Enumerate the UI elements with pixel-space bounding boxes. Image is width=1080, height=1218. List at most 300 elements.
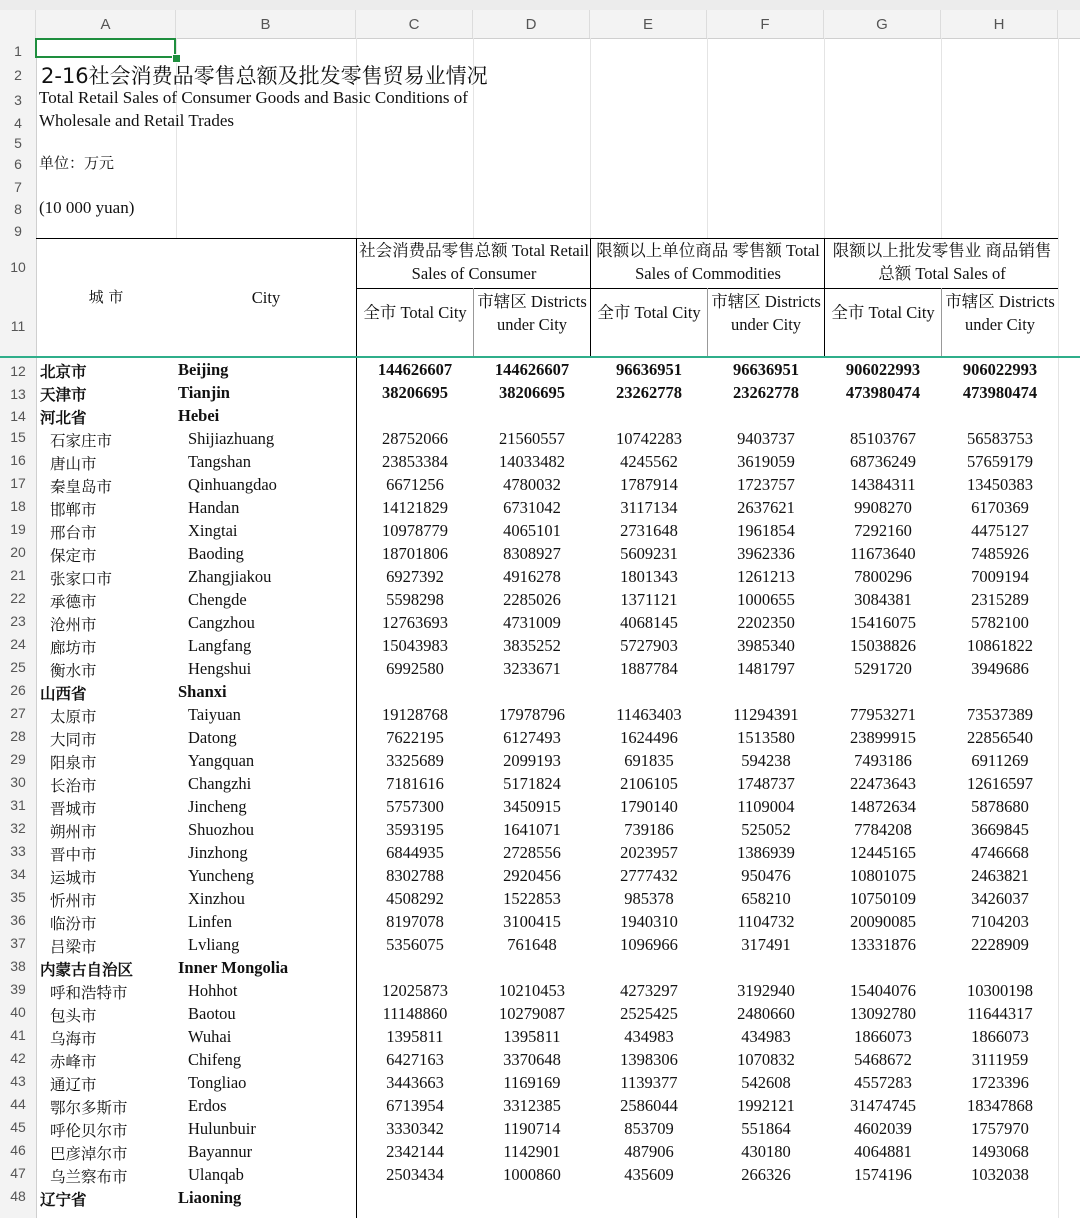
city-name-cn: 朔州市 (50, 823, 97, 841)
select-all-corner[interactable] (0, 10, 36, 38)
value-cell: 21560557 (499, 429, 565, 448)
selected-cell-a1[interactable] (35, 38, 176, 58)
value-cell: 23262778 (733, 383, 799, 402)
row-number[interactable]: 34 (10, 866, 26, 882)
row-number[interactable]: 12 (10, 363, 26, 379)
table-row (36, 705, 1058, 728)
city-name-cn: 廊坊市 (50, 639, 97, 657)
value-cell: 1723757 (737, 475, 795, 494)
value-cell: 1032038 (971, 1165, 1029, 1184)
row-number[interactable]: 1 (14, 43, 22, 59)
column-header-f[interactable]: F (707, 10, 824, 38)
value-cell: 3117134 (620, 498, 678, 517)
city-name-en: Wuhai (188, 1027, 232, 1046)
table-row (36, 820, 1058, 843)
value-cell: 1386939 (737, 843, 795, 862)
table-row (36, 360, 1058, 383)
table-row (36, 981, 1058, 1004)
value-cell: 2228909 (971, 935, 1029, 954)
city-name-en: Ulanqab (188, 1165, 244, 1184)
table-row (36, 383, 1058, 406)
value-cell: 1169169 (503, 1073, 561, 1092)
value-cell: 5468672 (854, 1050, 912, 1069)
row-number[interactable]: 30 (10, 774, 26, 790)
row-number[interactable]: 26 (10, 682, 26, 698)
value-cell: 3111959 (971, 1050, 1029, 1069)
header-city-en: City (251, 288, 281, 307)
column-header-bar (0, 10, 1080, 39)
table-row (36, 935, 1058, 958)
row-number[interactable]: 32 (10, 820, 26, 836)
value-cell: 3233671 (503, 659, 561, 678)
row-number[interactable]: 10 (10, 259, 26, 275)
table-title-cn: 2-16社会消费品零售总额及批发零售贸易业情况 (41, 64, 488, 88)
row-number[interactable]: 33 (10, 843, 26, 859)
row-number[interactable]: 16 (10, 452, 26, 468)
value-cell: 1790140 (620, 797, 678, 816)
column-header-d[interactable]: D (473, 10, 590, 38)
city-name-cn: 太原市 (50, 708, 97, 726)
table-row (36, 406, 1058, 429)
city-name-cn: 沧州市 (50, 616, 97, 634)
value-cell: 3949686 (971, 659, 1029, 678)
value-cell: 985378 (624, 889, 674, 908)
city-name-en: Liaoning (178, 1188, 242, 1207)
value-cell: 1887784 (620, 659, 678, 678)
value-cell: 5878680 (971, 797, 1029, 816)
value-cell: 1513580 (737, 728, 795, 747)
city-name-cn: 晋城市 (50, 800, 97, 818)
value-cell: 144626607 (377, 360, 453, 379)
city-name-cn: 呼和浩特市 (50, 984, 128, 1002)
value-cell: 1522853 (503, 889, 561, 908)
table-row (36, 1096, 1058, 1119)
value-cell: 1398306 (620, 1050, 678, 1069)
value-cell: 38206695 (499, 383, 565, 402)
value-cell: 2777432 (620, 866, 678, 885)
value-cell: 10210453 (499, 981, 565, 1000)
value-cell: 15038826 (850, 636, 916, 655)
row-number[interactable]: 15 (10, 429, 26, 445)
value-cell: 2106105 (620, 774, 678, 793)
header-group-wholesale: 限额以上批发零售业 商品销售总额 Total Sales of (832, 241, 1052, 283)
row-number[interactable]: 7 (14, 179, 22, 195)
row-number[interactable]: 5 (14, 135, 22, 151)
value-cell: 3985340 (737, 636, 795, 655)
row-number[interactable]: 4 (14, 115, 22, 131)
value-cell: 487906 (624, 1142, 674, 1161)
city-name-en: Qinhuangdao (188, 475, 277, 494)
value-cell: 4508292 (386, 889, 444, 908)
value-cell: 3100415 (503, 912, 561, 931)
value-cell: 5609231 (620, 544, 678, 563)
table-row (36, 613, 1058, 636)
value-cell: 1395811 (503, 1027, 561, 1046)
value-cell: 691835 (624, 751, 674, 770)
header-city-cn: 城 市 (88, 288, 124, 306)
table-row (36, 1119, 1058, 1142)
city-name-en: Xinzhou (188, 889, 245, 908)
city-name-en: Hebei (178, 406, 220, 425)
row-number[interactable]: 27 (10, 705, 26, 721)
city-name-cn: 乌海市 (50, 1030, 97, 1048)
city-name-en: Tongliao (188, 1073, 247, 1092)
row-number[interactable]: 6 (14, 156, 22, 172)
value-cell: 1070832 (737, 1050, 795, 1069)
table-row (36, 1073, 1058, 1096)
value-cell: 4245562 (620, 452, 678, 471)
city-name-en: Shanxi (178, 682, 227, 701)
city-name-en: Chengde (188, 590, 247, 609)
city-name-cn: 唐山市 (50, 455, 97, 473)
value-cell: 14033482 (499, 452, 565, 471)
value-cell: 2342144 (386, 1142, 444, 1161)
value-cell: 2586044 (620, 1096, 678, 1115)
table-row (36, 1188, 1058, 1211)
value-cell: 6911269 (971, 751, 1029, 770)
value-cell: 2023957 (620, 843, 678, 862)
value-cell: 473980474 (845, 383, 921, 402)
column-header-b[interactable]: B (176, 10, 356, 38)
value-cell: 2731648 (620, 521, 678, 540)
value-cell: 435609 (624, 1165, 674, 1184)
value-cell: 3312385 (503, 1096, 561, 1115)
value-cell: 14872634 (850, 797, 916, 816)
city-name-cn: 临汾市 (50, 915, 97, 933)
city-name-en: Jincheng (188, 797, 247, 816)
value-cell: 14121829 (382, 498, 448, 517)
city-name-en: Handan (188, 498, 240, 517)
city-name-en: Tianjin (178, 383, 230, 402)
value-cell: 7181616 (386, 774, 444, 793)
row-number[interactable]: 2 (14, 67, 22, 83)
value-cell: 10861822 (967, 636, 1033, 655)
value-cell: 6671256 (386, 475, 444, 494)
row-number[interactable]: 8 (14, 201, 22, 217)
city-name-en: Hengshui (188, 659, 252, 678)
value-cell: 6170369 (971, 498, 1029, 517)
value-cell: 10279087 (499, 1004, 565, 1023)
value-cell: 1493068 (971, 1142, 1029, 1161)
city-name-en: Linfen (188, 912, 232, 931)
value-cell: 4916278 (503, 567, 561, 586)
row-number[interactable]: 48 (10, 1188, 26, 1204)
value-cell: 8302788 (386, 866, 444, 885)
value-cell: 4064881 (854, 1142, 912, 1161)
value-cell: 15043983 (382, 636, 448, 655)
value-cell: 1139377 (620, 1073, 678, 1092)
value-cell: 1624496 (620, 728, 678, 747)
row-number[interactable]: 39 (10, 981, 26, 997)
frozen-pane-divider[interactable] (0, 356, 1080, 358)
value-cell: 7622195 (386, 728, 444, 747)
value-cell: 9403737 (737, 429, 795, 448)
value-cell: 525052 (741, 820, 791, 839)
value-cell: 5757300 (386, 797, 444, 816)
value-cell: 10750109 (850, 889, 916, 908)
value-cell: 317491 (741, 935, 791, 954)
value-cell: 13092780 (850, 1004, 916, 1023)
value-cell: 77953271 (850, 705, 916, 724)
value-cell: 10742283 (616, 429, 682, 448)
value-cell: 3192940 (737, 981, 795, 1000)
value-cell: 22856540 (967, 728, 1033, 747)
value-cell: 12025873 (382, 981, 448, 1000)
table-title-en-2: Wholesale and Retail Trades (39, 111, 234, 130)
value-cell: 3669845 (971, 820, 1029, 839)
table-row (36, 889, 1058, 912)
value-cell: 10300198 (967, 981, 1033, 1000)
value-cell: 6713954 (386, 1096, 444, 1115)
city-name-en: Baoding (188, 544, 244, 563)
table-row (36, 567, 1058, 590)
value-cell: 7104203 (971, 912, 1029, 931)
city-name-cn: 北京市 (40, 363, 87, 381)
value-cell: 68736249 (850, 452, 916, 471)
row-number[interactable]: 28 (10, 728, 26, 744)
row-number[interactable]: 21 (10, 567, 26, 583)
value-cell: 10801075 (850, 866, 916, 885)
row-number[interactable]: 9 (14, 223, 22, 239)
row-number[interactable]: 19 (10, 521, 26, 537)
table-row (36, 1142, 1058, 1165)
value-cell: 4746668 (971, 843, 1029, 862)
city-name-en: Shuozhou (188, 820, 254, 839)
value-cell: 1371121 (620, 590, 678, 609)
value-cell: 3593195 (386, 820, 444, 839)
value-cell: 2480660 (737, 1004, 795, 1023)
value-cell: 5291720 (854, 659, 912, 678)
city-name-cn: 阳泉市 (50, 754, 97, 772)
column-header-e[interactable]: E (590, 10, 707, 38)
city-name-en: Chifeng (188, 1050, 242, 1069)
column-header-c[interactable]: C (356, 10, 473, 38)
value-cell: 19128768 (382, 705, 448, 724)
row-number[interactable]: 41 (10, 1027, 26, 1043)
value-cell: 7009194 (971, 567, 1029, 586)
value-cell: 11148860 (382, 1004, 448, 1023)
value-cell: 23853384 (382, 452, 448, 471)
city-name-cn: 运城市 (50, 869, 97, 887)
city-name-en: Baotou (188, 1004, 236, 1023)
value-cell: 1787914 (620, 475, 678, 494)
value-cell: 950476 (741, 866, 791, 885)
row-number[interactable]: 18 (10, 498, 26, 514)
header-districts: 市辖区 Districts under City (711, 292, 821, 334)
column-header-h[interactable]: H (941, 10, 1058, 38)
row-number[interactable]: 31 (10, 797, 26, 813)
column-header-g[interactable]: G (824, 10, 941, 38)
value-cell: 3835252 (503, 636, 561, 655)
table-row (36, 590, 1058, 613)
value-cell: 3370648 (503, 1050, 561, 1069)
city-name-cn: 乌兰察布市 (50, 1168, 128, 1186)
row-number[interactable]: 25 (10, 659, 26, 675)
value-cell: 8308927 (503, 544, 561, 563)
value-cell: 7784208 (854, 820, 912, 839)
value-cell: 2463821 (971, 866, 1029, 885)
value-cell: 18347868 (967, 1096, 1033, 1115)
header-whole-city: 全市 Total City (597, 303, 701, 322)
row-number[interactable]: 37 (10, 935, 26, 951)
header-whole-city: 全市 Total City (363, 303, 467, 322)
city-name-en: Yuncheng (188, 866, 254, 885)
value-cell: 761648 (507, 935, 557, 954)
value-cell: 434983 (624, 1027, 674, 1046)
value-cell: 3962336 (737, 544, 795, 563)
value-cell: 12763693 (382, 613, 448, 632)
row-number[interactable]: 47 (10, 1165, 26, 1181)
value-cell: 85103767 (850, 429, 916, 448)
value-cell: 1000655 (737, 590, 795, 609)
value-cell: 6427163 (386, 1050, 444, 1069)
value-cell: 853709 (624, 1119, 674, 1138)
city-name-cn: 衡水市 (50, 662, 97, 680)
value-cell: 1096966 (620, 935, 678, 954)
row-number[interactable]: 36 (10, 912, 26, 928)
value-cell: 739186 (624, 820, 674, 839)
value-cell: 1940310 (620, 912, 678, 931)
city-name-cn: 包头市 (50, 1007, 97, 1025)
city-name-cn: 辽宁省 (40, 1191, 87, 1209)
value-cell: 4273297 (620, 981, 678, 1000)
table-row (36, 1027, 1058, 1050)
row-number[interactable]: 38 (10, 958, 26, 974)
value-cell: 266326 (741, 1165, 791, 1184)
table-row (36, 1050, 1058, 1073)
value-cell: 1481797 (737, 659, 795, 678)
table-row (36, 452, 1058, 475)
city-name-cn: 大同市 (50, 731, 97, 749)
value-cell: 96636951 (616, 360, 682, 379)
value-cell: 13331876 (850, 935, 916, 954)
value-cell: 434983 (741, 1027, 791, 1046)
value-cell: 1142901 (503, 1142, 561, 1161)
row-number[interactable]: 42 (10, 1050, 26, 1066)
row-number[interactable]: 17 (10, 475, 26, 491)
table-row (36, 866, 1058, 889)
row-number[interactable]: 29 (10, 751, 26, 767)
value-cell: 6127493 (503, 728, 561, 747)
value-cell: 1866073 (854, 1027, 912, 1046)
value-cell: 18701806 (382, 544, 448, 563)
value-cell: 1723396 (971, 1073, 1029, 1092)
column-header-a[interactable]: A (36, 10, 176, 38)
city-name-cn: 吕梁市 (50, 938, 97, 956)
value-cell: 2728556 (503, 843, 561, 862)
value-cell: 5727903 (620, 636, 678, 655)
value-cell: 20090085 (850, 912, 916, 931)
header-whole-city: 全市 Total City (831, 303, 935, 322)
value-cell: 2099193 (503, 751, 561, 770)
row-number[interactable]: 13 (10, 386, 26, 402)
value-cell: 4557283 (854, 1073, 912, 1092)
value-cell: 2525425 (620, 1004, 678, 1023)
value-cell: 8197078 (386, 912, 444, 931)
value-cell: 542608 (741, 1073, 791, 1092)
row-number[interactable]: 20 (10, 544, 26, 560)
table-row (36, 912, 1058, 935)
value-cell: 5782100 (971, 613, 1029, 632)
row-number[interactable]: 11 (10, 318, 26, 334)
city-name-cn: 邢台市 (50, 524, 97, 542)
row-number[interactable]: 3 (14, 92, 22, 108)
value-cell: 38206695 (382, 383, 448, 402)
row-number[interactable]: 23 (10, 613, 26, 629)
city-name-en: Beijing (178, 360, 229, 379)
header-districts: 市辖区 Districts under City (477, 292, 587, 334)
row-number[interactable]: 22 (10, 590, 26, 606)
row-number[interactable]: 43 (10, 1073, 26, 1089)
value-cell: 57659179 (967, 452, 1033, 471)
spreadsheet-grid[interactable] (36, 38, 1080, 1218)
value-cell: 7485926 (971, 544, 1029, 563)
value-cell: 4731009 (503, 613, 561, 632)
value-cell: 1104732 (737, 912, 795, 931)
city-name-cn: 内蒙古自治区 (40, 961, 134, 979)
value-cell: 1757970 (971, 1119, 1029, 1138)
row-number[interactable]: 40 (10, 1004, 26, 1020)
value-cell: 2503434 (386, 1165, 444, 1184)
value-cell: 13450383 (967, 475, 1033, 494)
city-name-en: Taiyuan (188, 705, 241, 724)
value-cell: 5598298 (386, 590, 444, 609)
row-number[interactable]: 45 (10, 1119, 26, 1135)
value-cell: 11463403 (616, 705, 682, 724)
city-name-en: Tangshan (188, 452, 251, 471)
row-number[interactable]: 46 (10, 1142, 26, 1158)
city-name-cn: 石家庄市 (50, 432, 113, 450)
value-cell: 551864 (741, 1119, 791, 1138)
city-name-en: Jinzhong (188, 843, 248, 862)
value-cell: 1961854 (737, 521, 795, 540)
row-number[interactable]: 14 (10, 408, 26, 424)
value-cell: 1748737 (737, 774, 795, 793)
city-name-cn: 长治市 (50, 777, 97, 795)
fill-handle[interactable] (172, 54, 181, 63)
city-name-en: Inner Mongolia (178, 958, 289, 977)
value-cell: 1395811 (386, 1027, 444, 1046)
value-cell: 12445165 (850, 843, 916, 862)
row-number[interactable]: 35 (10, 889, 26, 905)
value-cell: 22473643 (850, 774, 916, 793)
value-cell: 4475127 (971, 521, 1029, 540)
city-name-en: Langfang (188, 636, 252, 655)
city-name-en: Zhangjiakou (188, 567, 272, 586)
unit-en: (10 000 yuan) (39, 198, 135, 217)
city-name-cn: 鄂尔多斯市 (50, 1099, 128, 1117)
city-name-en: Hulunbuir (188, 1119, 256, 1138)
value-cell: 3426037 (971, 889, 1029, 908)
value-cell: 3330342 (386, 1119, 444, 1138)
row-number[interactable]: 24 (10, 636, 26, 652)
value-cell: 473980474 (962, 383, 1038, 402)
value-cell: 4780032 (503, 475, 561, 494)
value-cell: 11673640 (850, 544, 916, 563)
value-cell: 12616597 (967, 774, 1033, 793)
value-cell: 1801343 (620, 567, 678, 586)
value-cell: 3084381 (854, 590, 912, 609)
value-cell: 4602039 (854, 1119, 912, 1138)
value-cell: 3325689 (386, 751, 444, 770)
value-cell: 2637621 (737, 498, 795, 517)
value-cell: 1190714 (503, 1119, 561, 1138)
city-name-cn: 赤峰市 (50, 1053, 97, 1071)
city-name-en: Cangzhou (188, 613, 255, 632)
city-name-cn: 保定市 (50, 547, 97, 565)
row-number[interactable]: 44 (10, 1096, 26, 1112)
value-cell: 6927392 (386, 567, 444, 586)
